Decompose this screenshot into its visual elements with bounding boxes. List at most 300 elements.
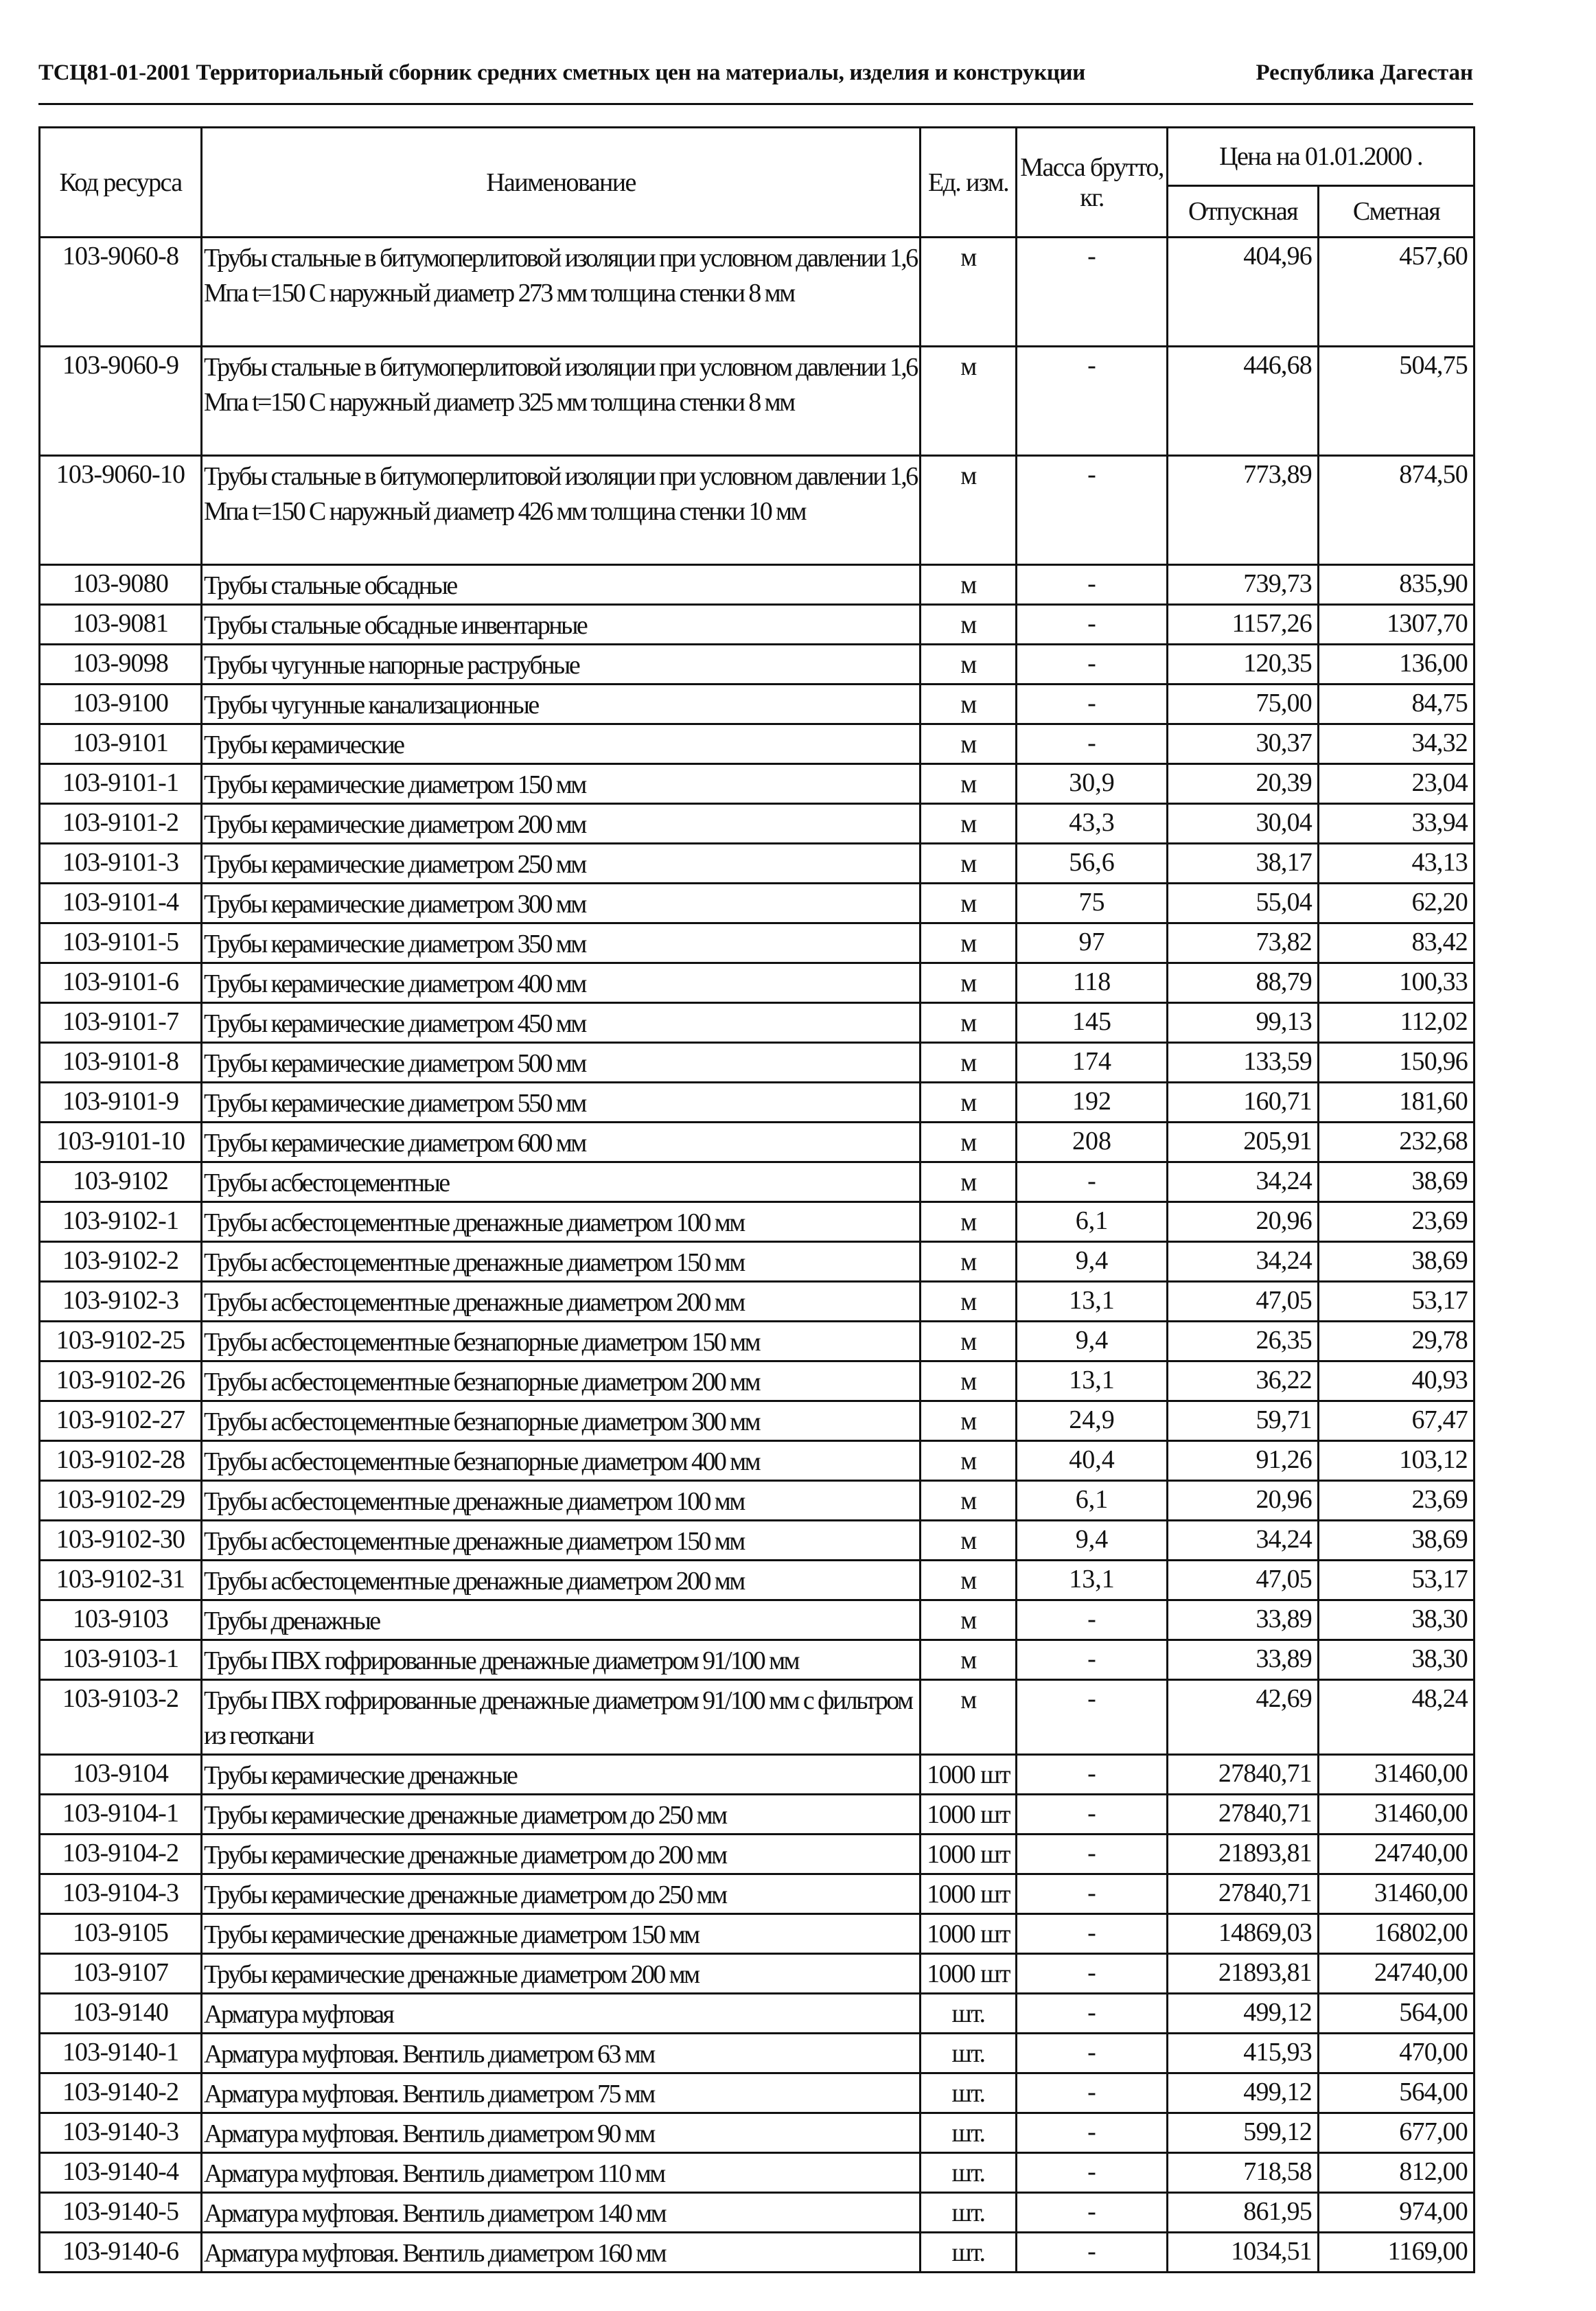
- table-row: [40, 1361, 1474, 1401]
- release-price-cell: 599,12: [1168, 2113, 1319, 2153]
- unit-cell: 1000 шт: [921, 1914, 1017, 1954]
- mass-cell: -: [1017, 605, 1168, 645]
- mass-cell: 13,1: [1017, 1561, 1168, 1600]
- unit-cell: м: [921, 347, 1017, 456]
- item-name-cell: Трубы асбестоцементные дренажные диаметром 200 мм: [202, 1561, 921, 1600]
- estimate-price-cell: 43,13: [1319, 844, 1474, 884]
- resource-code-cell: 103-9101-5: [40, 923, 202, 963]
- estimate-price-cell: 564,00: [1319, 2073, 1474, 2113]
- release-price-cell: 415,93: [1168, 2034, 1319, 2073]
- mass-cell: 174: [1017, 1043, 1168, 1083]
- table-row: [40, 1003, 1474, 1043]
- table-row: [40, 1561, 1474, 1600]
- mass-cell: 97: [1017, 923, 1168, 963]
- table-row: [40, 1954, 1474, 1994]
- resource-code-cell: 103-9140-2: [40, 2073, 202, 2113]
- mass-cell: 145: [1017, 1003, 1168, 1043]
- release-price-cell: 33,89: [1168, 1600, 1319, 1640]
- release-price-cell: 27840,71: [1168, 1755, 1319, 1795]
- unit-cell: м: [921, 456, 1017, 565]
- table-row: [40, 1481, 1474, 1521]
- item-name-cell: Трубы керамические диаметром 250 мм: [202, 844, 921, 884]
- table-row: [40, 1835, 1474, 1874]
- release-price-cell: 55,04: [1168, 884, 1319, 923]
- table-row: [40, 1242, 1474, 1282]
- release-price-cell: 26,35: [1168, 1322, 1319, 1361]
- column-header-mass: Масса брутто, кг.: [1017, 128, 1168, 238]
- mass-cell: -: [1017, 1640, 1168, 1680]
- mass-cell: -: [1017, 1914, 1168, 1954]
- release-price-cell: 773,89: [1168, 456, 1319, 565]
- unit-cell: м: [921, 923, 1017, 963]
- resource-code-cell: 103-9107: [40, 1954, 202, 1994]
- resource-code-cell: 103-9081: [40, 605, 202, 645]
- unit-cell: шт.: [921, 1994, 1017, 2034]
- mass-cell: -: [1017, 1835, 1168, 1874]
- estimate-price-cell: 470,00: [1319, 2034, 1474, 2073]
- estimate-price-cell: 48,24: [1319, 1680, 1474, 1755]
- unit-cell: м: [921, 605, 1017, 645]
- table-row: [40, 2153, 1474, 2193]
- release-price-cell: 120,35: [1168, 645, 1319, 685]
- release-price-cell: 20,96: [1168, 1202, 1319, 1242]
- resource-code-cell: 103-9102-30: [40, 1521, 202, 1561]
- resource-code-cell: 103-9140-6: [40, 2233, 202, 2273]
- unit-cell: 1000 шт: [921, 1874, 1017, 1914]
- table-row: [40, 2073, 1474, 2113]
- estimate-price-cell: 1169,00: [1319, 2233, 1474, 2273]
- release-price-cell: 718,58: [1168, 2153, 1319, 2193]
- item-name-cell: Трубы асбестоцементные безнапорные диаметром 200 мм: [202, 1361, 921, 1401]
- release-price-cell: 59,71: [1168, 1401, 1319, 1441]
- estimate-price-cell: 136,00: [1319, 645, 1474, 685]
- column-header-estimate: Сметная: [1319, 186, 1474, 238]
- unit-cell: м: [921, 804, 1017, 844]
- estimate-price-cell: 677,00: [1319, 2113, 1474, 2153]
- resource-code-cell: 103-9105: [40, 1914, 202, 1954]
- mass-cell: 40,4: [1017, 1441, 1168, 1481]
- region-label: Республика Дагестан: [1256, 60, 1473, 85]
- resource-code-cell: 103-9101-3: [40, 844, 202, 884]
- mass-cell: -: [1017, 238, 1168, 347]
- table-row: [40, 1043, 1474, 1083]
- resource-code-cell: 103-9140-3: [40, 2113, 202, 2153]
- table-row: [40, 963, 1474, 1003]
- table-row: [40, 1282, 1474, 1322]
- item-name-cell: Трубы керамические дренажные диаметром до 200 мм: [202, 1835, 921, 1874]
- table-row: [40, 1401, 1474, 1441]
- estimate-price-cell: 812,00: [1319, 2153, 1474, 2193]
- table-header: [40, 128, 1474, 238]
- item-name-cell: Трубы керамические дренажные диаметром 200 мм: [202, 1954, 921, 1994]
- item-name-cell: Трубы керамические диаметром 200 мм: [202, 804, 921, 844]
- page-header: [38, 56, 1473, 95]
- table-row: [40, 1162, 1474, 1202]
- table-row: [40, 2193, 1474, 2233]
- estimate-price-cell: 31460,00: [1319, 1755, 1474, 1795]
- item-name-cell: Трубы керамические: [202, 724, 921, 764]
- mass-cell: -: [1017, 565, 1168, 605]
- resource-code-cell: 103-9104-3: [40, 1874, 202, 1914]
- header-rule: [38, 103, 1473, 105]
- item-name-cell: Трубы керамические диаметром 550 мм: [202, 1083, 921, 1123]
- table-row: [40, 1322, 1474, 1361]
- column-header-release: Отпускная: [1168, 186, 1319, 238]
- resource-code-cell: 103-9140-5: [40, 2193, 202, 2233]
- unit-cell: м: [921, 645, 1017, 685]
- mass-cell: -: [1017, 1680, 1168, 1755]
- item-name-cell: Трубы асбестоцементные безнапорные диаметром 300 мм: [202, 1401, 921, 1441]
- estimate-price-cell: 23,69: [1319, 1481, 1474, 1521]
- resource-code-cell: 103-9101-4: [40, 884, 202, 923]
- estimate-price-cell: 23,04: [1319, 764, 1474, 804]
- item-name-cell: Арматура муфтовая. Вентиль диаметром 140 мм: [202, 2193, 921, 2233]
- release-price-cell: 404,96: [1168, 238, 1319, 347]
- item-name-cell: Трубы керамические дренажные диаметром 150 мм: [202, 1914, 921, 1954]
- table-row: [40, 1202, 1474, 1242]
- unit-cell: м: [921, 1361, 1017, 1401]
- table-row: [40, 884, 1474, 923]
- table-row: [40, 1441, 1474, 1481]
- table-body: [40, 238, 1474, 2273]
- release-price-cell: 20,96: [1168, 1481, 1319, 1521]
- table-row: [40, 456, 1474, 565]
- release-price-cell: 20,39: [1168, 764, 1319, 804]
- table-row: [40, 1795, 1474, 1835]
- estimate-price-cell: 31460,00: [1319, 1795, 1474, 1835]
- item-name-cell: Трубы керамические дренажные: [202, 1755, 921, 1795]
- estimate-price-cell: 150,96: [1319, 1043, 1474, 1083]
- table-row: [40, 804, 1474, 844]
- release-price-cell: 33,89: [1168, 1640, 1319, 1680]
- unit-cell: м: [921, 724, 1017, 764]
- unit-cell: м: [921, 1043, 1017, 1083]
- estimate-price-cell: 16802,00: [1319, 1914, 1474, 1954]
- mass-cell: 24,9: [1017, 1401, 1168, 1441]
- unit-cell: м: [921, 1202, 1017, 1242]
- release-price-cell: 75,00: [1168, 685, 1319, 724]
- mass-cell: 75: [1017, 884, 1168, 923]
- item-name-cell: Трубы чугунные канализационные: [202, 685, 921, 724]
- resource-code-cell: 103-9140-1: [40, 2034, 202, 2073]
- item-name-cell: Арматура муфтовая. Вентиль диаметром 160 мм: [202, 2233, 921, 2273]
- release-price-cell: 34,24: [1168, 1162, 1319, 1202]
- mass-cell: 9,4: [1017, 1521, 1168, 1561]
- unit-cell: шт.: [921, 2153, 1017, 2193]
- item-name-cell: Трубы керамические диаметром 600 мм: [202, 1123, 921, 1162]
- release-price-cell: 73,82: [1168, 923, 1319, 963]
- item-name-cell: Арматура муфтовая: [202, 1994, 921, 2034]
- table-row: [40, 844, 1474, 884]
- mass-cell: -: [1017, 456, 1168, 565]
- release-price-cell: 446,68: [1168, 347, 1319, 456]
- resource-code-cell: 103-9102-25: [40, 1322, 202, 1361]
- table-row: [40, 764, 1474, 804]
- estimate-price-cell: 67,47: [1319, 1401, 1474, 1441]
- item-name-cell: Трубы асбестоцементные безнапорные диаметром 400 мм: [202, 1441, 921, 1481]
- release-price-cell: 27840,71: [1168, 1795, 1319, 1835]
- table-row: [40, 1123, 1474, 1162]
- unit-cell: м: [921, 1083, 1017, 1123]
- unit-cell: м: [921, 685, 1017, 724]
- resource-code-cell: 103-9104-1: [40, 1795, 202, 1835]
- estimate-price-cell: 24740,00: [1319, 1835, 1474, 1874]
- table-row: [40, 605, 1474, 645]
- item-name-cell: Трубы дренажные: [202, 1600, 921, 1640]
- estimate-price-cell: 112,02: [1319, 1003, 1474, 1043]
- item-name-cell: Трубы керамические диаметром 450 мм: [202, 1003, 921, 1043]
- unit-cell: м: [921, 884, 1017, 923]
- release-price-cell: 499,12: [1168, 2073, 1319, 2113]
- table-row: [40, 1680, 1474, 1755]
- mass-cell: -: [1017, 2073, 1168, 2113]
- estimate-price-cell: 874,50: [1319, 456, 1474, 565]
- mass-cell: -: [1017, 1994, 1168, 2034]
- release-price-cell: 133,59: [1168, 1043, 1319, 1083]
- item-name-cell: Трубы стальные в битумоперлитовой изоляции при условном давлении 1,6 Мпа t=150 С наружный диаметр 273 мм толщина стенки 8 мм: [202, 238, 921, 347]
- mass-cell: 56,6: [1017, 844, 1168, 884]
- item-name-cell: Трубы керамические диаметром 150 мм: [202, 764, 921, 804]
- estimate-price-cell: 84,75: [1319, 685, 1474, 724]
- resource-code-cell: 103-9103-2: [40, 1680, 202, 1755]
- column-header-name: Наименование: [202, 128, 921, 238]
- resource-code-cell: 103-9102: [40, 1162, 202, 1202]
- release-price-cell: 739,73: [1168, 565, 1319, 605]
- table-row: [40, 1521, 1474, 1561]
- mass-cell: 6,1: [1017, 1481, 1168, 1521]
- mass-cell: 9,4: [1017, 1322, 1168, 1361]
- estimate-price-cell: 62,20: [1319, 884, 1474, 923]
- mass-cell: -: [1017, 1795, 1168, 1835]
- release-price-cell: 14869,03: [1168, 1914, 1319, 1954]
- resource-code-cell: 103-9102-29: [40, 1481, 202, 1521]
- estimate-price-cell: 31460,00: [1319, 1874, 1474, 1914]
- estimate-price-cell: 100,33: [1319, 963, 1474, 1003]
- release-price-cell: 34,24: [1168, 1242, 1319, 1282]
- release-price-cell: 34,24: [1168, 1521, 1319, 1561]
- release-price-cell: 1157,26: [1168, 605, 1319, 645]
- item-name-cell: Трубы асбестоцементные дренажные диаметром 150 мм: [202, 1521, 921, 1561]
- mass-cell: -: [1017, 2193, 1168, 2233]
- unit-cell: м: [921, 1242, 1017, 1282]
- resource-code-cell: 103-9101-1: [40, 764, 202, 804]
- unit-cell: м: [921, 1401, 1017, 1441]
- resource-code-cell: 103-9101-7: [40, 1003, 202, 1043]
- estimate-price-cell: 1307,70: [1319, 605, 1474, 645]
- resource-code-cell: 103-9140-4: [40, 2153, 202, 2193]
- item-name-cell: Трубы асбестоцементные безнапорные диаметром 150 мм: [202, 1322, 921, 1361]
- table-row: [40, 923, 1474, 963]
- item-name-cell: Трубы чугунные напорные раструбные: [202, 645, 921, 685]
- estimate-price-cell: 181,60: [1319, 1083, 1474, 1123]
- mass-cell: 13,1: [1017, 1282, 1168, 1322]
- resource-code-cell: 103-9140: [40, 1994, 202, 2034]
- release-price-cell: 42,69: [1168, 1680, 1319, 1755]
- unit-cell: 1000 шт: [921, 1795, 1017, 1835]
- column-header-price-group: Цена на 01.01.2000 .: [1168, 128, 1474, 186]
- item-name-cell: Трубы асбестоцементные дренажные диаметром 100 мм: [202, 1202, 921, 1242]
- release-price-cell: 30,37: [1168, 724, 1319, 764]
- table-row: [40, 2034, 1474, 2073]
- resource-code-cell: 103-9103: [40, 1600, 202, 1640]
- unit-cell: м: [921, 1322, 1017, 1361]
- table-row: [40, 1914, 1474, 1954]
- resource-code-cell: 103-9060-9: [40, 347, 202, 456]
- resource-code-cell: 103-9100: [40, 685, 202, 724]
- item-name-cell: Трубы керамические диаметром 500 мм: [202, 1043, 921, 1083]
- table-row: [40, 685, 1474, 724]
- release-price-cell: 21893,81: [1168, 1835, 1319, 1874]
- table-row: [40, 1874, 1474, 1914]
- resource-code-cell: 103-9101-8: [40, 1043, 202, 1083]
- mass-cell: 192: [1017, 1083, 1168, 1123]
- estimate-price-cell: 53,17: [1319, 1561, 1474, 1600]
- estimate-price-cell: 38,69: [1319, 1242, 1474, 1282]
- unit-cell: м: [921, 764, 1017, 804]
- item-name-cell: Арматура муфтовая. Вентиль диаметром 63 мм: [202, 2034, 921, 2073]
- mass-cell: -: [1017, 724, 1168, 764]
- resource-code-cell: 103-9104-2: [40, 1835, 202, 1874]
- unit-cell: м: [921, 1640, 1017, 1680]
- unit-cell: шт.: [921, 2193, 1017, 2233]
- mass-cell: 9,4: [1017, 1242, 1168, 1282]
- mass-cell: 208: [1017, 1123, 1168, 1162]
- table-row: [40, 1083, 1474, 1123]
- mass-cell: 13,1: [1017, 1361, 1168, 1401]
- item-name-cell: Арматура муфтовая. Вентиль диаметром 90 мм: [202, 2113, 921, 2153]
- unit-cell: м: [921, 238, 1017, 347]
- estimate-price-cell: 83,42: [1319, 923, 1474, 963]
- mass-cell: -: [1017, 1874, 1168, 1914]
- unit-cell: 1000 шт: [921, 1755, 1017, 1795]
- unit-cell: м: [921, 963, 1017, 1003]
- resource-code-cell: 103-9060-8: [40, 238, 202, 347]
- unit-cell: м: [921, 1680, 1017, 1755]
- release-price-cell: 30,04: [1168, 804, 1319, 844]
- mass-cell: -: [1017, 1954, 1168, 1994]
- unit-cell: шт.: [921, 2113, 1017, 2153]
- mass-cell: -: [1017, 347, 1168, 456]
- mass-cell: 43,3: [1017, 804, 1168, 844]
- resource-code-cell: 103-9102-26: [40, 1361, 202, 1401]
- unit-cell: м: [921, 1003, 1017, 1043]
- unit-cell: м: [921, 1600, 1017, 1640]
- resource-code-cell: 103-9098: [40, 645, 202, 685]
- item-name-cell: Трубы стальные обсадные: [202, 565, 921, 605]
- estimate-price-cell: 38,30: [1319, 1640, 1474, 1680]
- mass-cell: -: [1017, 1162, 1168, 1202]
- mass-cell: 118: [1017, 963, 1168, 1003]
- resource-code-cell: 103-9102-27: [40, 1401, 202, 1441]
- estimate-price-cell: 29,78: [1319, 1322, 1474, 1361]
- release-price-cell: 38,17: [1168, 844, 1319, 884]
- unit-cell: м: [921, 1162, 1017, 1202]
- unit-cell: м: [921, 844, 1017, 884]
- unit-cell: шт.: [921, 2034, 1017, 2073]
- item-name-cell: Трубы керамические дренажные диаметром до 250 мм: [202, 1795, 921, 1835]
- unit-cell: м: [921, 1282, 1017, 1322]
- item-name-cell: Трубы стальные в битумоперлитовой изоляции при условном давлении 1,6 Мпа t=150 С наружный диаметр 426 мм толщина стенки 10 мм: [202, 456, 921, 565]
- item-name-cell: Трубы керамические диаметром 300 мм: [202, 884, 921, 923]
- item-name-cell: Трубы керамические диаметром 400 мм: [202, 963, 921, 1003]
- column-header-code: Код ресурса: [40, 128, 202, 238]
- item-name-cell: Трубы асбестоцементные дренажные диаметром 200 мм: [202, 1282, 921, 1322]
- table-row: [40, 1755, 1474, 1795]
- table-row: [40, 2233, 1474, 2273]
- unit-cell: шт.: [921, 2233, 1017, 2273]
- item-name-cell: Трубы асбестоцементные дренажные диаметром 100 мм: [202, 1481, 921, 1521]
- estimate-price-cell: 24740,00: [1319, 1954, 1474, 1994]
- resource-code-cell: 103-9102-28: [40, 1441, 202, 1481]
- release-price-cell: 21893,81: [1168, 1954, 1319, 1994]
- release-price-cell: 27840,71: [1168, 1874, 1319, 1914]
- unit-cell: м: [921, 1521, 1017, 1561]
- mass-cell: -: [1017, 685, 1168, 724]
- table-row: [40, 1994, 1474, 2034]
- release-price-cell: 861,95: [1168, 2193, 1319, 2233]
- item-name-cell: Арматура муфтовая. Вентиль диаметром 75 мм: [202, 2073, 921, 2113]
- table-row: [40, 2113, 1474, 2153]
- item-name-cell: Трубы асбестоцементные дренажные диаметром 150 мм: [202, 1242, 921, 1282]
- table-row: [40, 1640, 1474, 1680]
- estimate-price-cell: 457,60: [1319, 238, 1474, 347]
- mass-cell: 30,9: [1017, 764, 1168, 804]
- estimate-price-cell: 835,90: [1319, 565, 1474, 605]
- unit-cell: м: [921, 1481, 1017, 1521]
- item-name-cell: Трубы ПВХ гофрированные дренажные диаметром 91/100 мм: [202, 1640, 921, 1680]
- mass-cell: 6,1: [1017, 1202, 1168, 1242]
- release-price-cell: 47,05: [1168, 1561, 1319, 1600]
- document-title: ТСЦ81-01-2001 Территориальный сборник средних сметных цен на материалы, изделия и конструкции: [38, 60, 1085, 85]
- mass-cell: -: [1017, 2233, 1168, 2273]
- estimate-price-cell: 34,32: [1319, 724, 1474, 764]
- release-price-cell: 1034,51: [1168, 2233, 1319, 2273]
- mass-cell: -: [1017, 2153, 1168, 2193]
- release-price-cell: 88,79: [1168, 963, 1319, 1003]
- resource-code-cell: 103-9101-9: [40, 1083, 202, 1123]
- resource-code-cell: 103-9102-3: [40, 1282, 202, 1322]
- resource-code-cell: 103-9080: [40, 565, 202, 605]
- estimate-price-cell: 38,30: [1319, 1600, 1474, 1640]
- resource-code-cell: 103-9102-31: [40, 1561, 202, 1600]
- mass-cell: -: [1017, 1755, 1168, 1795]
- mass-cell: -: [1017, 645, 1168, 685]
- release-price-cell: 160,71: [1168, 1083, 1319, 1123]
- item-name-cell: Трубы керамические дренажные диаметром до 250 мм: [202, 1874, 921, 1914]
- unit-cell: м: [921, 1561, 1017, 1600]
- unit-cell: м: [921, 1441, 1017, 1481]
- item-name-cell: Трубы ПВХ гофрированные дренажные диаметром 91/100 мм с фильтром из геоткани: [202, 1680, 921, 1755]
- estimate-price-cell: 974,00: [1319, 2193, 1474, 2233]
- item-name-cell: Трубы асбестоцементные: [202, 1162, 921, 1202]
- item-name-cell: Трубы стальные в битумоперлитовой изоляции при условном давлении 1,6 Мпа t=150 С наружный диаметр 325 мм толщина стенки 8 мм: [202, 347, 921, 456]
- unit-cell: 1000 шт: [921, 1835, 1017, 1874]
- estimate-price-cell: 23,69: [1319, 1202, 1474, 1242]
- release-price-cell: 36,22: [1168, 1361, 1319, 1401]
- resource-code-cell: 103-9104: [40, 1755, 202, 1795]
- table-row: [40, 724, 1474, 764]
- estimate-price-cell: 504,75: [1319, 347, 1474, 456]
- unit-cell: м: [921, 1123, 1017, 1162]
- estimate-price-cell: 33,94: [1319, 804, 1474, 844]
- table-row: [40, 565, 1474, 605]
- resource-code-cell: 103-9102-1: [40, 1202, 202, 1242]
- estimate-price-cell: 38,69: [1319, 1162, 1474, 1202]
- estimate-price-cell: 232,68: [1319, 1123, 1474, 1162]
- item-name-cell: Трубы стальные обсадные инвентарные: [202, 605, 921, 645]
- mass-cell: -: [1017, 2034, 1168, 2073]
- estimate-price-cell: 103,12: [1319, 1441, 1474, 1481]
